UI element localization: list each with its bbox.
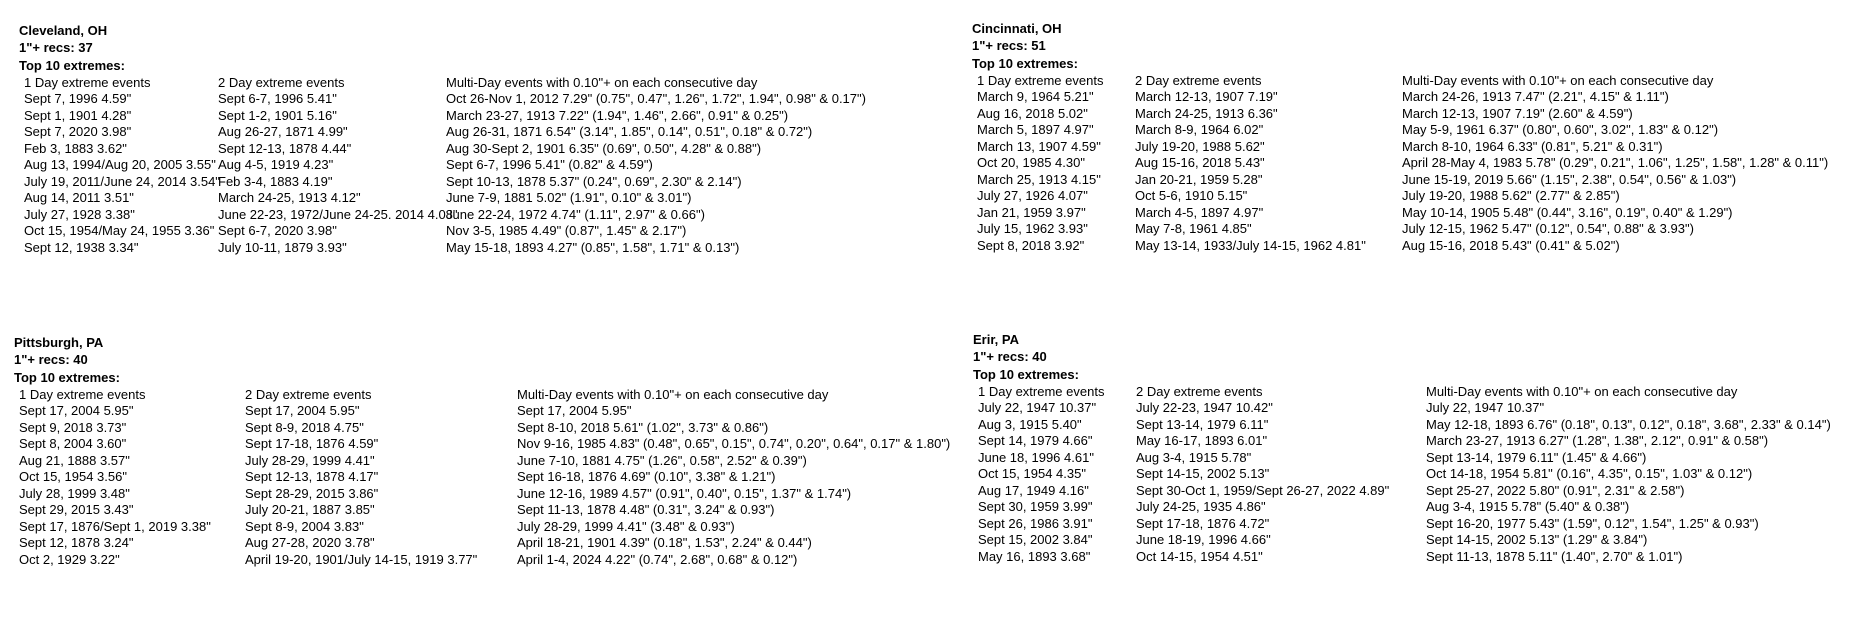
list-item: Sept 10-13, 1878 5.37" (0.24", 0.69", 2.30" & 2.14")	[446, 173, 742, 189]
two-day-column	[1135, 73, 1402, 255]
list-item: April 18-21, 1901 4.39" (0.18", 1.53", 2.24" & 0.44")	[517, 535, 812, 551]
top-extremes-label: Top 10 extremes:	[19, 57, 125, 73]
list-item: July 19, 2011/June 24, 2014 3.54"	[24, 173, 220, 189]
list-item: March 8-10, 1964 6.33" (0.81", 5.21" & 0.31")	[1402, 138, 1663, 154]
records-count: 1"+ recs: 51	[972, 38, 1046, 54]
one-day-column	[14, 387, 245, 569]
list-item: June 12-16, 1989 4.57" (0.91", 0.40", 0.15", 1.37" & 1.74")	[517, 485, 852, 501]
city-block-cincinnati	[972, 20, 1828, 254]
city-block-pittsburgh	[14, 334, 950, 568]
list-item: June 22-23, 1972/June 24-25. 2014 4.08"	[218, 206, 458, 222]
list-item: Aug 3-4, 1915 5.78"	[1136, 449, 1252, 465]
list-item: March 9, 1964 5.21"	[977, 89, 1094, 105]
multi-day-column	[1402, 73, 1828, 255]
two-day-column	[218, 74, 458, 257]
column-header: 2 Day extreme events	[1136, 383, 1263, 399]
list-item: Oct 20, 1985 4.30"	[977, 155, 1085, 171]
list-item: Aug 17, 1949 4.16"	[978, 482, 1089, 498]
list-item: Sept 1, 1901 4.28"	[24, 107, 132, 123]
list-item: Feb 3, 1883 3.62"	[24, 140, 127, 156]
list-item: May 10-14, 1905 5.48" (0.44", 3.16", 0.19", 0.40" & 1.29")	[1402, 204, 1733, 220]
list-item: Sept 12-13, 1878 4.17"	[245, 469, 379, 485]
list-item: Sept 8-9, 2018 4.75"	[245, 419, 364, 435]
list-item: March 25, 1913 4.15"	[977, 171, 1101, 187]
list-item: May 16, 1893 3.68"	[978, 548, 1091, 564]
column-header: 1 Day extreme events	[978, 383, 1105, 399]
list-item: Aug 4-5, 1919 4.23"	[218, 157, 334, 173]
list-item: Oct 26-Nov 1, 2012 7.29" (0.75", 0.47", 1.26", 1.72", 1.94", 0.98" & 0.17")	[446, 91, 866, 107]
list-item: Aug 16, 2018 5.02"	[977, 105, 1088, 121]
list-item: Aug 26-27, 1871 4.99"	[218, 124, 348, 140]
list-item: Oct 15, 1954/May 24, 1955 3.36"	[24, 223, 215, 239]
list-item: Sept 25-27, 2022 5.80" (0.91", 2.31" & 2.58")	[1426, 482, 1685, 498]
list-item: March 24-25, 1913 4.12"	[218, 190, 361, 206]
list-item: Sept 17-18, 1876 4.72"	[1136, 515, 1270, 531]
list-item: June 7-9, 1881 5.02" (1.91", 0.10" & 3.01")	[446, 190, 692, 206]
top-extremes-label: Top 10 extremes:	[972, 55, 1078, 71]
list-item: July 28-29, 1999 4.41"	[245, 452, 375, 468]
list-item: Sept 8-9, 2004 3.83"	[245, 518, 364, 534]
list-item: May 12-18, 1893 6.76" (0.18", 0.13", 0.12", 0.18", 3.68", 2.33" & 0.14")	[1426, 416, 1831, 432]
list-item: July 19-20, 1988 5.62" (2.77" & 2.85")	[1402, 188, 1620, 204]
column-header: Multi-Day events with 0.10"+ on each consecutive day	[517, 386, 829, 402]
list-item: May 15-18, 1893 4.27" (0.85", 1.58", 1.71" & 0.13")	[446, 239, 740, 255]
list-item: Aug 14, 2011 3.51"	[24, 190, 134, 206]
list-item: Oct 15, 1954 4.35"	[978, 466, 1086, 482]
list-item: Sept 17, 1876/Sept 1, 2019 3.38"	[19, 518, 211, 534]
list-item: May 5-9, 1961 6.37" (0.80", 0.60", 3.02", 1.83" & 0.12")	[1402, 122, 1719, 138]
list-item: Aug 21, 1888 3.57"	[19, 452, 130, 468]
list-item: Sept 16-18, 1876 4.69" (0.10", 3.38" & 1.21")	[517, 469, 776, 485]
list-item: Sept 30, 1959 3.99"	[978, 499, 1093, 515]
column-header: 2 Day extreme events	[1135, 72, 1262, 88]
list-item: Aug 13, 1994/Aug 20, 2005 3.55"	[24, 157, 216, 173]
list-item: Sept 7, 1996 4.59"	[24, 91, 132, 107]
column-header: Multi-Day events with 0.10"+ on each consecutive day	[1426, 383, 1738, 399]
list-item: July 12-15, 1962 5.47" (0.12", 0.54", 0.88" & 3.93")	[1402, 221, 1694, 237]
list-item: Sept 17, 2004 5.95"	[245, 403, 360, 419]
list-item: March 12-13, 1907 7.19"	[1135, 89, 1278, 105]
one-day-column	[973, 384, 1136, 566]
list-item: Oct 2, 1929 3.22"	[19, 551, 120, 567]
records-count: 1"+ recs: 40	[14, 352, 88, 368]
list-item: Sept 13-14, 1979 6.11" (1.45" & 4.66")	[1426, 449, 1647, 465]
list-item: Sept 1-2, 1901 5.16"	[218, 107, 337, 123]
city-name: Erir, PA	[973, 332, 1020, 347]
column-header: 2 Day extreme events	[245, 386, 372, 402]
list-item: Oct 15, 1954 3.56"	[19, 469, 127, 485]
list-item: Sept 6-7, 1996 5.41" (0.82" & 4.59")	[446, 157, 653, 173]
list-item: April 1-4, 2024 4.22" (0.74", 2.68", 0.68" & 0.12")	[517, 551, 798, 567]
event-columns	[14, 387, 950, 569]
list-item: July 20-21, 1887 3.85"	[245, 502, 375, 518]
event-columns	[973, 384, 1831, 566]
list-item: Aug 3, 1915 5.40"	[978, 416, 1082, 432]
column-header: 1 Day extreme events	[977, 72, 1104, 88]
list-item: Oct 14-15, 1954 4.51"	[1136, 548, 1263, 564]
list-item: March 5, 1897 4.97"	[977, 122, 1094, 138]
list-item: June 7-10, 1881 4.75" (1.26", 0.58", 2.52" & 0.39")	[517, 452, 807, 468]
list-item: Sept 6-7, 2020 3.98"	[218, 223, 337, 239]
list-item: Sept 28-29, 2015 3.86"	[245, 485, 379, 501]
list-item: Sept 8-10, 2018 5.61" (1.02", 3.73" & 0.86")	[517, 419, 769, 435]
list-item: June 22-24, 1972 4.74" (1.11", 2.97" & 0.66")	[446, 206, 705, 222]
list-item: March 24-25, 1913 6.36"	[1135, 105, 1278, 121]
list-item: Sept 12, 1878 3.24"	[19, 535, 134, 551]
multi-day-column	[517, 387, 950, 569]
column-header: 2 Day extreme events	[218, 74, 345, 90]
list-item: July 19-20, 1988 5.62"	[1135, 138, 1265, 154]
list-item: Sept 8, 2018 3.92"	[977, 237, 1085, 253]
city-block-erir	[973, 331, 1831, 565]
list-item: July 22, 1947 10.37"	[978, 400, 1097, 416]
list-item: Sept 7, 2020 3.98"	[24, 124, 132, 140]
list-item: June 15-19, 2019 5.66" (1.15", 2.38", 0.54", 0.56" & 1.03")	[1402, 171, 1737, 187]
column-header: Multi-Day events with 0.10"+ on each consecutive day	[1402, 72, 1714, 88]
list-item: Sept 14-15, 2002 5.13" (1.29" & 3.84")	[1426, 532, 1648, 548]
records-count: 1"+ recs: 37	[19, 40, 93, 56]
city-name: Cleveland, OH	[19, 23, 108, 38]
list-item: Sept 13-14, 1979 6.11"	[1136, 416, 1269, 432]
column-header: 1 Day extreme events	[19, 386, 146, 402]
city-name: Cincinnati, OH	[972, 21, 1062, 36]
list-item: Jan 20-21, 1959 5.28"	[1135, 171, 1263, 187]
list-item: Aug 26-31, 1871 6.54" (3.14", 1.85", 0.14", 0.51", 0.18" & 0.72")	[446, 124, 813, 140]
list-item: June 18-19, 1996 4.66"	[1136, 532, 1271, 548]
list-item: Aug 15-16, 2018 5.43"	[1135, 155, 1265, 171]
list-item: May 16-17, 1893 6.01"	[1136, 433, 1268, 449]
city-name: Pittsburgh, PA	[14, 335, 104, 350]
list-item: July 22, 1947 10.37"	[1426, 400, 1545, 416]
city-block-cleveland	[19, 22, 866, 256]
multi-day-column	[1426, 384, 1831, 566]
list-item: Jan 21, 1959 3.97"	[977, 204, 1086, 220]
list-item: Sept 17, 2004 5.95"	[517, 403, 632, 419]
list-item: Oct 5-6, 1910 5.15"	[1135, 188, 1248, 204]
list-item: Sept 15, 2002 3.84"	[978, 532, 1093, 548]
list-item: Sept 16-20, 1977 5.43" (1.59", 0.12", 1.54", 1.25" & 0.93")	[1426, 515, 1759, 531]
list-item: Sept 8, 2004 3.60"	[19, 436, 127, 452]
one-day-column	[972, 73, 1135, 255]
list-item: Sept 29, 2015 3.43"	[19, 502, 134, 518]
list-item: July 10-11, 1879 3.93"	[218, 239, 347, 255]
list-item: April 19-20, 1901/July 14-15, 1919 3.77"	[245, 551, 478, 567]
multi-day-column	[446, 75, 866, 257]
list-item: July 27, 1928 3.38"	[24, 206, 135, 222]
list-item: May 7-8, 1961 4.85"	[1135, 221, 1252, 237]
list-item: July 28-29, 1999 4.41" (3.48" & 0.93")	[517, 518, 735, 534]
list-item: Feb 3-4, 1883 4.19"	[218, 173, 333, 189]
two-day-column	[245, 387, 517, 569]
list-item: Aug 30-Sept 2, 1901 6.35" (0.69", 0.50", 4.28" & 0.88")	[446, 140, 762, 156]
list-item: June 18, 1996 4.61"	[978, 449, 1094, 465]
one-day-column	[19, 75, 218, 257]
list-item: Sept 11-13, 1878 5.11" (1.40", 2.70" & 1.01")	[1426, 548, 1683, 564]
list-item: April 28-May 4, 1983 5.78" (0.29", 0.21", 1.06", 1.25", 1.58", 1.28" & 0.11")	[1402, 155, 1829, 171]
list-item: March 4-5, 1897 4.97"	[1135, 204, 1264, 220]
list-item: May 13-14, 1933/July 14-15, 1962 4.81"	[1135, 237, 1366, 253]
list-item: Oct 14-18, 1954 5.81" (0.16", 4.35", 0.15", 1.03" & 0.12")	[1426, 466, 1753, 482]
list-item: Sept 17, 2004 5.95"	[19, 403, 134, 419]
list-item: Sept 17-18, 1876 4.59"	[245, 436, 379, 452]
two-day-column	[1136, 384, 1426, 566]
list-item: July 27, 1926 4.07"	[977, 188, 1088, 204]
list-item: March 23-27, 1913 7.22" (1.94", 1.46", 2.66", 0.91" & 0.25")	[446, 107, 789, 123]
list-item: Nov 9-16, 1985 4.83" (0.48", 0.65", 0.15", 0.74", 0.20", 0.64", 0.17" & 1.80")	[517, 436, 951, 452]
list-item: July 22-23, 1947 10.42"	[1136, 400, 1273, 416]
list-item: Aug 27-28, 2020 3.78"	[245, 535, 375, 551]
column-header: 1 Day extreme events	[24, 74, 151, 90]
column-header: Multi-Day events with 0.10"+ on each consecutive day	[446, 74, 758, 90]
event-columns	[19, 75, 866, 257]
list-item: Sept 12-13, 1878 4.44"	[218, 140, 352, 156]
list-item: Sept 30-Oct 1, 1959/Sept 26-27, 2022 4.89"	[1136, 482, 1390, 498]
list-item: Sept 9, 2018 3.73"	[19, 419, 127, 435]
list-item: March 24-26, 1913 7.47" (2.21", 4.15" & 1.11")	[1402, 89, 1669, 105]
event-columns	[972, 73, 1828, 255]
list-item: Sept 11-13, 1878 4.48" (0.31", 3.24" & 0.93")	[517, 502, 775, 518]
list-item: Sept 14-15, 2002 5.13"	[1136, 466, 1270, 482]
list-item: March 13, 1907 4.59"	[977, 138, 1101, 154]
list-item: Sept 12, 1938 3.34"	[24, 239, 139, 255]
list-item: Aug 3-4, 1915 5.78" (5.40" & 0.38")	[1426, 499, 1630, 515]
records-count: 1"+ recs: 40	[973, 349, 1047, 365]
top-extremes-label: Top 10 extremes:	[14, 369, 120, 385]
list-item: Sept 14, 1979 4.66"	[978, 433, 1093, 449]
list-item: Sept 26, 1986 3.91"	[978, 515, 1093, 531]
list-item: Nov 3-5, 1985 4.49" (0.87", 1.45" & 2.17")	[446, 223, 687, 239]
list-item: March 23-27, 1913 6.27" (1.28", 1.38", 2.12", 0.91" & 0.58")	[1426, 433, 1769, 449]
list-item: March 8-9, 1964 6.02"	[1135, 122, 1264, 138]
list-item: July 15, 1962 3.93"	[977, 221, 1088, 237]
list-item: July 24-25, 1935 4.86"	[1136, 499, 1266, 515]
list-item: Sept 6-7, 1996 5.41"	[218, 91, 337, 107]
list-item: March 12-13, 1907 7.19" (2.60" & 4.59")	[1402, 105, 1633, 121]
top-extremes-label: Top 10 extremes:	[973, 366, 1079, 382]
list-item: Aug 15-16, 2018 5.43" (0.41" & 5.02")	[1402, 237, 1620, 253]
list-item: July 28, 1999 3.48"	[19, 485, 130, 501]
